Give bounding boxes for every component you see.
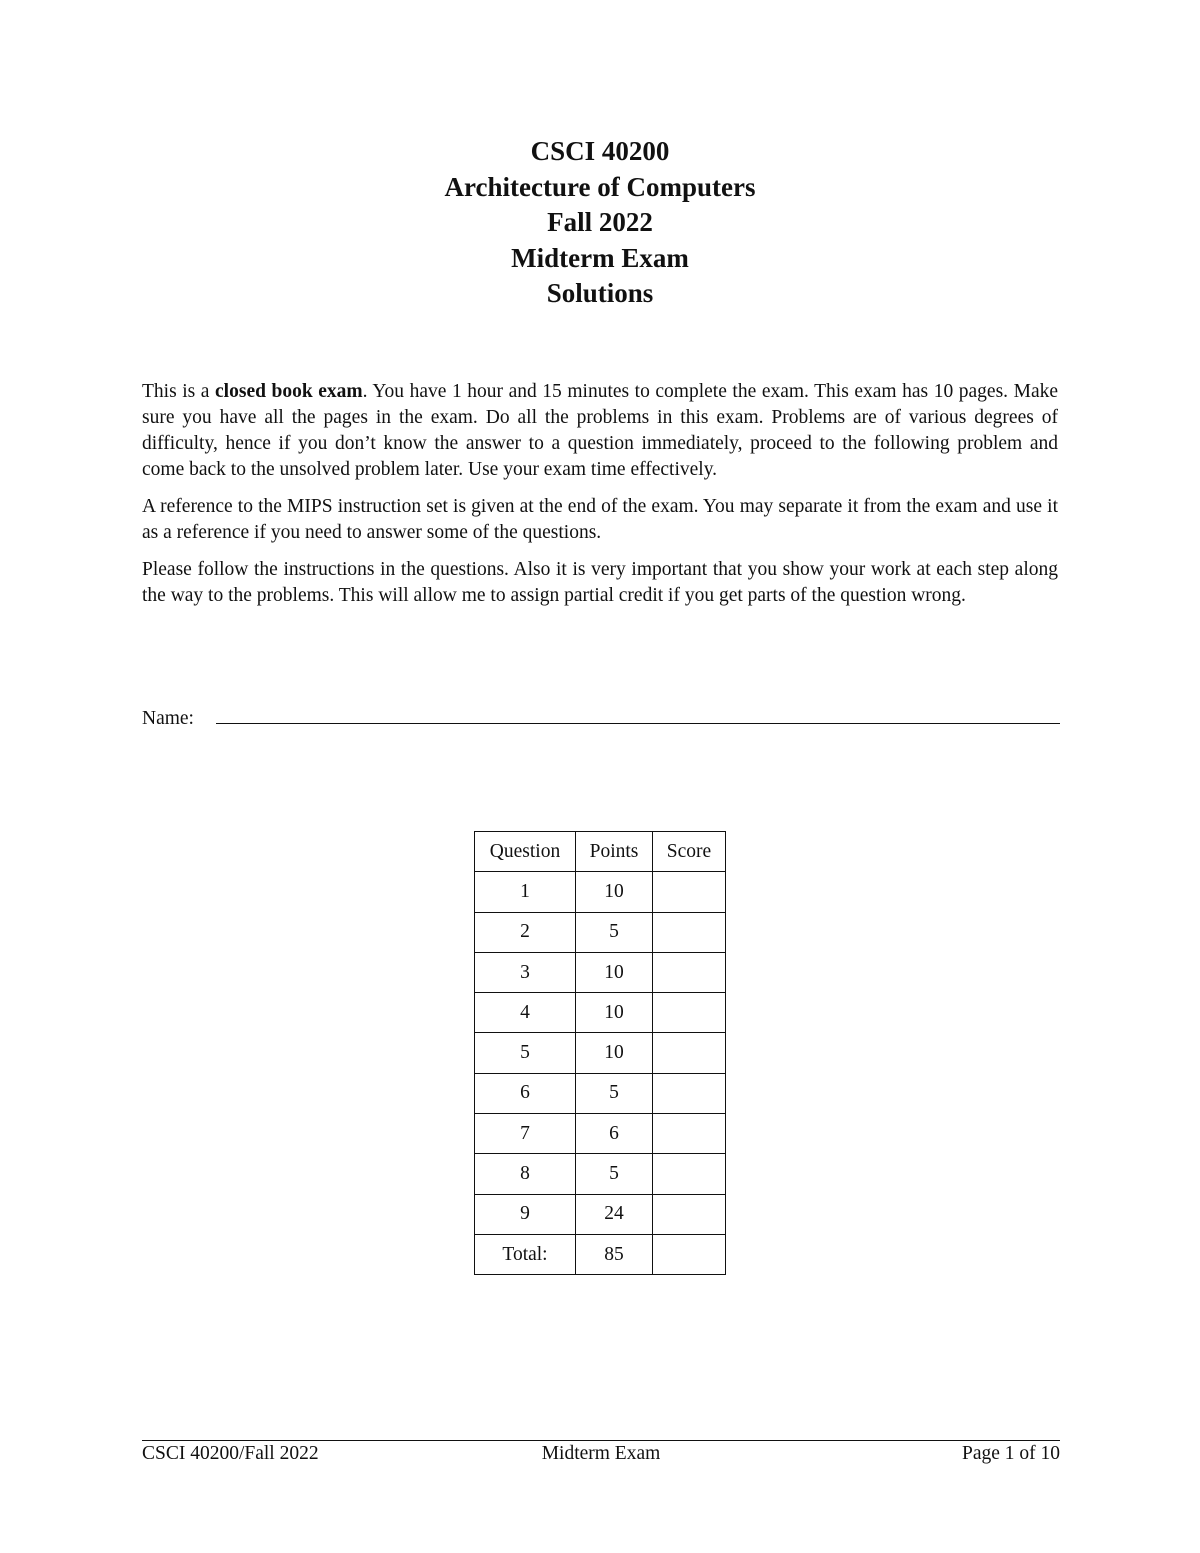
score-cell[interactable] [653,1073,726,1113]
question-number-cell: 6 [475,1073,576,1113]
instructions-p1-rest: . You have 1 hour and 15 minutes to complete the exam. This exam has 10 pages. Make sure you have all the pages in the exam. Do all the problems in this exam. Problems are of various degrees of difficulty, hence if you don’t know the answer to a question immediately, proceed to the following problem and come back to the unsolved problem later. Use your exam time effectively. [142,381,1059,480]
instructions-paragraph-3: Please follow the instructions in the questions. Also it is very important that you show your work at each step along the way to the problems. This will allow me to assign partial credit if you get parts of the question wrong. [142,559,1058,606]
name-blank-line[interactable] [216,723,1060,724]
exam-instructions [142,379,1058,620]
points-cell: 10 [576,952,653,992]
table-row [475,1194,726,1234]
points-cell: 10 [576,1033,653,1073]
question-number-cell: 1 [475,872,576,912]
points-cell: 24 [576,1194,653,1234]
exam-title-block [0,134,1200,312]
points-cell: 10 [576,872,653,912]
column-header-points: Points [576,832,653,872]
points-cell: 5 [576,1073,653,1113]
question-number-cell: 7 [475,1114,576,1154]
page-footer [142,1443,1060,1469]
points-cell: 5 [576,912,653,952]
table-row [475,912,726,952]
question-number-cell: 8 [475,1154,576,1194]
question-number-cell: 5 [475,1033,576,1073]
score-cell[interactable] [653,1194,726,1234]
score-table-header-row [475,832,726,872]
course-title: Architecture of Computers [444,171,756,202]
score-cell[interactable] [653,952,726,992]
instructions-p1-start: This is a [142,381,216,402]
footer-page-number: Page 1 of 10 [961,1443,1060,1464]
question-number-cell: 3 [475,952,576,992]
table-row [475,1033,726,1073]
score-cell[interactable] [653,872,726,912]
name-label: Name: [142,708,194,729]
score-cell[interactable] [653,1114,726,1154]
question-number-cell: 2 [475,912,576,952]
instructions-paragraph-2: A reference to the MIPS instruction set is given at the end of the exam. You may separate it from the exam and use it as a reference if you need to answer some of the questions. [142,496,1058,543]
table-row [475,1154,726,1194]
column-header-score: Score [653,832,726,872]
score-cell[interactable] [653,1033,726,1073]
table-row [475,872,726,912]
score-cell[interactable] [653,993,726,1033]
points-cell: 5 [576,1154,653,1194]
course-number: CSCI 40200 [530,136,670,166]
footer-course-term: CSCI 40200/Fall 2022 [142,1443,319,1464]
points-cell: 6 [576,1114,653,1154]
exam-term: Fall 2022 [547,207,653,237]
exam-version: Solutions [546,278,654,308]
instructions-paragraph-1 [142,379,1058,483]
points-cell: 10 [576,993,653,1033]
total-points-cell: 85 [576,1234,653,1274]
column-header-question: Question [475,832,576,872]
name-field-row [142,706,1060,734]
score-cell[interactable] [653,912,726,952]
total-label-cell: Total: [475,1234,576,1274]
closed-book-emphasis: closed book exam [215,381,363,402]
footer-exam-name: Midterm Exam [541,1443,661,1464]
score-cell[interactable] [653,1154,726,1194]
table-total-row [475,1234,726,1274]
question-number-cell: 9 [475,1194,576,1234]
table-row [475,952,726,992]
exam-name: Midterm Exam [511,242,689,273]
table-row [475,1114,726,1154]
footer-divider [142,1440,1060,1441]
total-score-cell[interactable] [653,1234,726,1274]
question-number-cell: 4 [475,993,576,1033]
table-row [475,993,726,1033]
table-row [475,1073,726,1113]
score-table [474,831,726,1275]
